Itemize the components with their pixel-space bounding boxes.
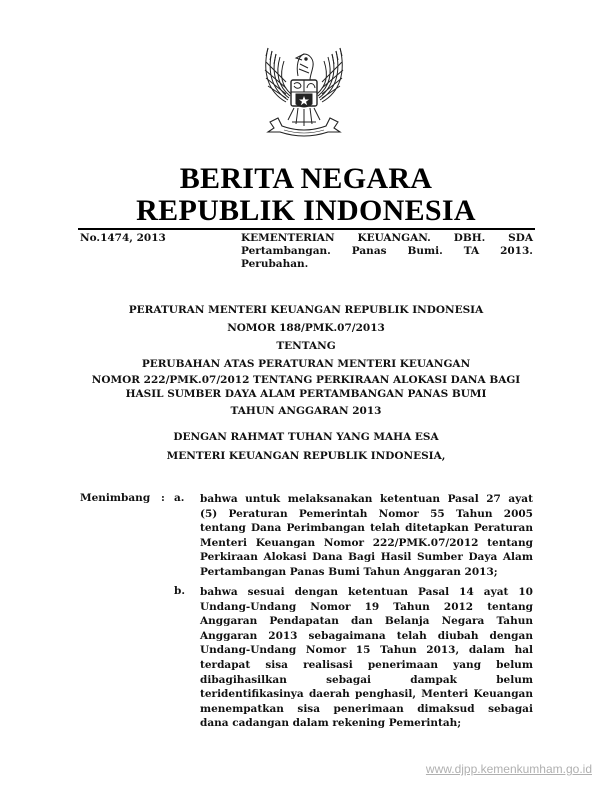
issue-summary-line: [241, 245, 533, 258]
issue-summary-line: [241, 232, 533, 245]
issue-summary: [241, 232, 533, 271]
text-line: dibagihasilkan sebagai dampak belum: [200, 673, 533, 686]
garuda-emblem-icon: [258, 42, 350, 142]
text-line: terdapat sisa realisasi penerimaan yang belum: [200, 658, 533, 671]
item-marker: a.: [174, 492, 185, 504]
summary-word: SDA: [508, 232, 533, 244]
considering-colon: :: [161, 492, 165, 504]
invocation: DENGAN RAHMAT TUHAN YANG MAHA ESA: [173, 431, 439, 443]
summary-word: KEMENTERIAN: [241, 232, 335, 244]
summary-word: Bumi.: [407, 245, 443, 257]
regulation-subject-line: NOMOR 222/PMK.07/2012 TENTANG PERKIRAAN ALOKASI DANA BAGI: [91, 374, 521, 386]
summary-word: Pertambangan.: [241, 245, 331, 257]
text-line: Anggaran Pendapatan dan Belanja Negara Tahun: [200, 615, 533, 628]
text-line: (5) Peraturan Pemerintah Nomor 55 Tahun 2005: [200, 507, 533, 520]
masthead-title: BERITA NEGARA: [179, 162, 433, 195]
regulation-subject-line: HASIL SUMBER DAYA ALAM PERTAMBANGAN PANAS BUMI: [125, 388, 487, 400]
text-line: Menteri Keuangan Nomor 222/PMK.07/2012 tentang: [200, 536, 533, 549]
considering-label: Menimbang: [80, 492, 151, 504]
issuing-authority: MENTERI KEUANGAN REPUBLIK INDONESIA,: [166, 450, 446, 462]
regulation-number: NOMOR 188/PMK.07/2013: [227, 322, 385, 334]
issue-number: No.1474, 2013: [80, 232, 166, 244]
regulation-heading: PERATURAN MENTERI KEUANGAN REPUBLIK INDONESIA: [128, 304, 484, 316]
issue-summary-line: [241, 258, 533, 271]
item-text: [200, 585, 533, 731]
summary-word: Perubahan.: [241, 258, 309, 270]
text-line: dana cadangan dalam rekening Pemerintah;: [200, 717, 462, 730]
text-line: Undang-Undang Nomor 19 Tahun 2012 tentang: [200, 600, 533, 613]
summary-word: Panas: [351, 245, 387, 257]
header-divider: [78, 228, 535, 230]
text-line: tentang Dana Perimbangan telah ditetapkan Peraturan: [200, 522, 533, 535]
text-line: bahwa untuk melaksanakan ketentuan Pasal 27 ayat: [200, 493, 533, 505]
item-marker: b.: [174, 585, 185, 597]
text-line: teridentifikasinya daerah penghasil, Menteri Keuangan: [200, 688, 533, 701]
source-website-link[interactable]: www.djpp.kemenkumham.go.id: [425, 762, 592, 776]
text-line: bahwa sesuai dengan ketentuan Pasal 14 ayat 10: [200, 586, 533, 598]
masthead-subtitle: REPUBLIK INDONESIA: [136, 194, 476, 227]
text-line: Pertambangan Panas Bumi Tahun Anggaran 2013;: [200, 565, 498, 578]
text-line: Undang-Undang Nomor 15 Tahun 2013, dalam hal: [200, 644, 533, 657]
summary-word: 2013.: [500, 245, 533, 257]
regulation-about: TENTANG: [276, 340, 336, 352]
text-line: Anggaran 2013 sebagaimana telah diubah dengan: [200, 629, 533, 642]
text-line: Perkiraan Alokasi Dana Bagi Hasil Sumber Daya Alam: [200, 551, 533, 564]
item-text: [200, 492, 533, 580]
regulation-subject-line: PERUBAHAN ATAS PERATURAN MENTERI KEUANGAN: [141, 358, 471, 370]
text-line: menempatkan sisa penerimaan dimaksud sebagai: [200, 702, 533, 715]
summary-word: DBH.: [453, 232, 486, 244]
summary-word: KEUANGAN.: [357, 232, 431, 244]
summary-word: TA: [463, 245, 480, 257]
regulation-subject-line: TAHUN ANGGARAN 2013: [230, 405, 382, 417]
